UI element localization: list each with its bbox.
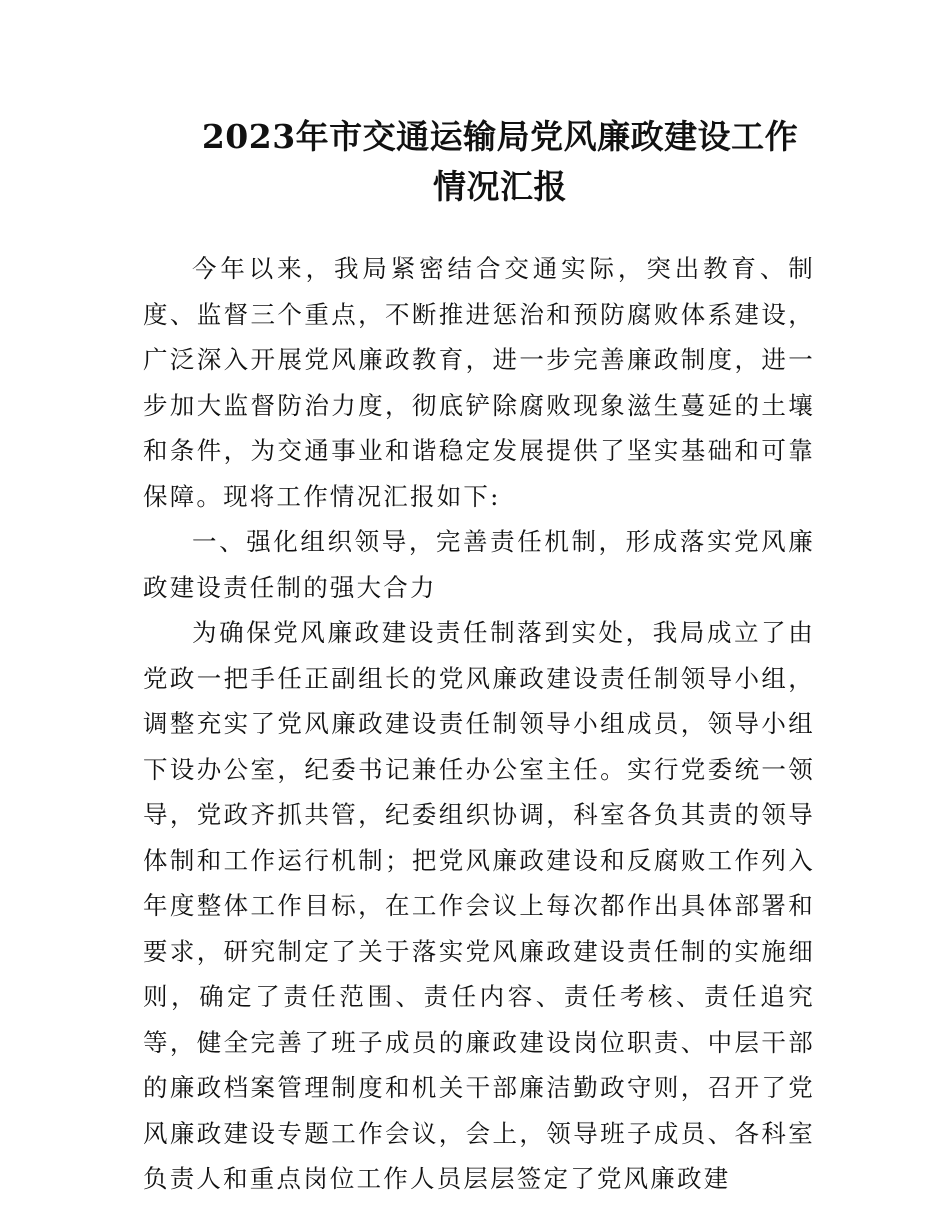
document-body — [143, 246, 815, 1202]
body-paragraph: 为确保党风廉政建设责任制落到实处，我局成立了由党政一把手任正副组长的党风廉政建设责任制领导小组，调整充实了党风廉政建设责任制领导小组成员，领导小组下设办公室，纪委书记兼任办公室主任。实行党委统一领导，党政齐抓共管，纪委组织协调，科室各负其责的领导体制和工作运行机制；把党风廉政建设和反腐败工作列入年度整体工作目标，在工作会议上每次都作出具体部署和要求，研究制定了关于落实党风廉政建设责任制的实施细则，确定了责任范围、责任内容、责任考核、责任追究等，健全完善了班子成员的廉政建设岗位职责、中层干部的廉政档案管理制度和机关干部廉洁勤政守则，召开了党风廉政建设专题工作会议，会上，领导班子成员、各科室负责人和重点岗位工作人员层层签定了党风廉政建 — [143, 618, 815, 1193]
document-title — [175, 112, 825, 212]
section-heading-1: 一、强化组织领导，完善责任机制，形成落实党风廉政建设责任制的强大合力 — [143, 527, 815, 602]
intro-paragraph: 今年以来，我局紧密结合交通实际，突出教育、制度、监督三个重点，不断推进惩治和预防腐败体系建设，广泛深入开展党风廉政教育，进一步完善廉政制度，进一步加大监督防治力度，彻底铲除腐败现象滋生蔓延的土壤和条件，为交通事业和谐稳定发展提供了坚实基础和可靠保障。现将工作情况汇报如下: — [143, 254, 815, 511]
title-line-2: 情况汇报 — [433, 167, 567, 206]
title-line-1: 2023年市交通运输局党风廉政建设工作 — [201, 117, 799, 156]
